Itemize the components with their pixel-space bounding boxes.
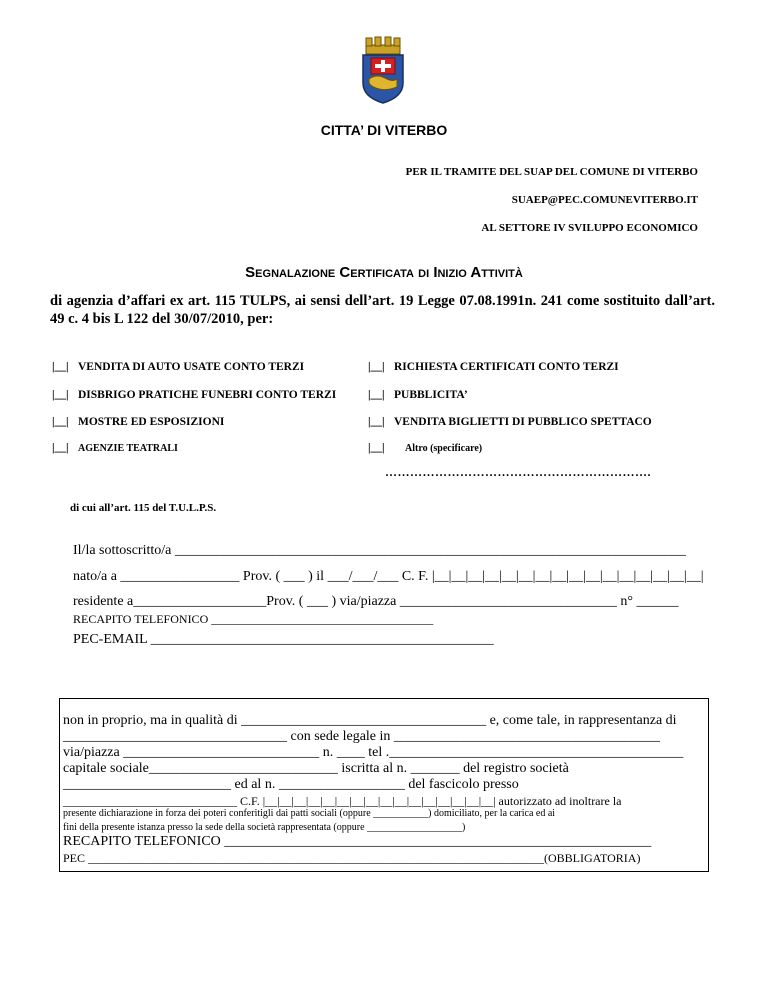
box-line-via[interactable]: via/piazza ____________________________ n. ____ tel .__________________________________________ bbox=[63, 745, 684, 760]
box-line-sede[interactable]: ________________________________ con sede legale in ______________________________________ bbox=[63, 729, 660, 744]
recipient-line-1: PER IL TRAMITE DEL SUAP DEL COMUNE DI VITERBO bbox=[405, 166, 698, 178]
recipient-email: SUAEP@PEC.COMUNEVITERBO.IT bbox=[511, 194, 698, 206]
sottoscritto-field[interactable]: Il/la sottoscritto/a _________________________________________________________________________ bbox=[73, 543, 686, 558]
option-pubblicita[interactable] bbox=[368, 389, 468, 401]
checkbox[interactable]: |__| bbox=[368, 389, 385, 401]
option-label: MOSTRE ED ESPOSIZIONI bbox=[78, 416, 225, 428]
option-label: VENDITA BIGLIETTI DI PUBBLICO SPETTACO bbox=[394, 416, 652, 428]
checkbox[interactable]: |__| bbox=[52, 416, 69, 428]
box-line-role[interactable]: non in proprio, ma in qualità di ___________________________________ e, come tale, in rappresentanza di bbox=[63, 713, 677, 728]
option-certificati[interactable] bbox=[368, 361, 619, 373]
option-altro[interactable] bbox=[368, 442, 482, 454]
checkbox[interactable]: |__| bbox=[52, 389, 69, 401]
option-label: DISBRIGO PRATICHE FUNEBRI CONTO TERZI bbox=[78, 389, 337, 401]
checkbox[interactable]: |__| bbox=[52, 442, 69, 454]
option-biglietti[interactable] bbox=[368, 416, 652, 428]
option-agenzie-teatrali[interactable] bbox=[52, 442, 178, 454]
option-label: Altro (specificare) bbox=[405, 443, 483, 454]
phone-field[interactable]: RECAPITO TELEFONICO _____________________________________ bbox=[73, 612, 434, 626]
recipient-line-3: AL SETTORE IV SVILUPPO ECONOMICO bbox=[481, 222, 698, 234]
document-title: Segnalazione Certificata di Inizio Attività bbox=[245, 264, 523, 281]
checkbox[interactable]: |__| bbox=[368, 361, 385, 373]
checkbox[interactable]: |__| bbox=[368, 416, 385, 428]
city-title: CITTA’ DI VITERBO bbox=[320, 122, 448, 138]
option-label: AGENZIE TEATRALI bbox=[78, 443, 178, 454]
checkbox[interactable]: |__| bbox=[368, 442, 385, 454]
box-line-dichiarazione: presente dichiarazione in forza dei poteri conferitigli dai patti sociali (oppure ___________) domiciliato, per la carica ed ai bbox=[63, 808, 556, 819]
box-line-pec[interactable]: PEC ____________________________________________________________________________(OBBLIGATORIA) bbox=[63, 851, 641, 865]
option-disbrigo-pratiche[interactable] bbox=[52, 389, 336, 401]
article-reference: di cui all’art. 115 del T.U.L.P.S. bbox=[70, 502, 217, 514]
option-label: PUBBLICITA’ bbox=[394, 389, 468, 401]
box-line-cf[interactable]: _____________________________ C.F. |__|__|__|__|__|__|__|__|__|__|__|__|__|__|__|__| autorizzato ad inoltrare la bbox=[63, 794, 622, 808]
option-vendita-auto[interactable] bbox=[52, 361, 304, 373]
box-line-recapito[interactable]: RECAPITO TELEFONICO _____________________________________________________________ bbox=[63, 834, 652, 849]
intro-paragraph: di agenzia d’affari ex art. 115 TULPS, ai sensi dell’art. 19 Legge 07.08.1991n. 241 come sostituito dall’art. 49 c. 4 bis L 122 del 30/07/2010, per: bbox=[50, 293, 715, 327]
option-mostre[interactable] bbox=[52, 416, 224, 428]
residence-field[interactable]: residente a___________________Prov. ( ___ ) via/piazza _______________________________ n° ______ bbox=[73, 594, 679, 609]
box-line-fascicolo[interactable]: ________________________ ed al n. __________________ del fascicolo presso bbox=[63, 777, 519, 792]
birth-data-field[interactable]: nato/a a _________________ Prov. ( ___ ) il ___/___/___ C. F. |__|__|__|__|__|__|__|__|__|__|__|__|__|__|__|__| bbox=[73, 569, 704, 584]
checkbox[interactable]: |__| bbox=[52, 361, 69, 373]
option-label: VENDITA DI AUTO USATE CONTO TERZI bbox=[78, 361, 305, 373]
pec-email-field[interactable]: PEC-EMAIL _________________________________________________ bbox=[73, 632, 494, 647]
city-crest-icon bbox=[357, 35, 409, 105]
box-line-capitale[interactable]: capitale sociale___________________________ iscritta al n. _______ del registro società bbox=[63, 761, 569, 776]
altro-specify-field[interactable]: ………………………………………………………. bbox=[385, 465, 651, 479]
box-line-istanza: fini della presente istanza presso la sede della società rappresentata (oppure ___________________) bbox=[63, 822, 466, 833]
option-label: RICHIESTA CERTIFICATI CONTO TERZI bbox=[394, 361, 619, 373]
